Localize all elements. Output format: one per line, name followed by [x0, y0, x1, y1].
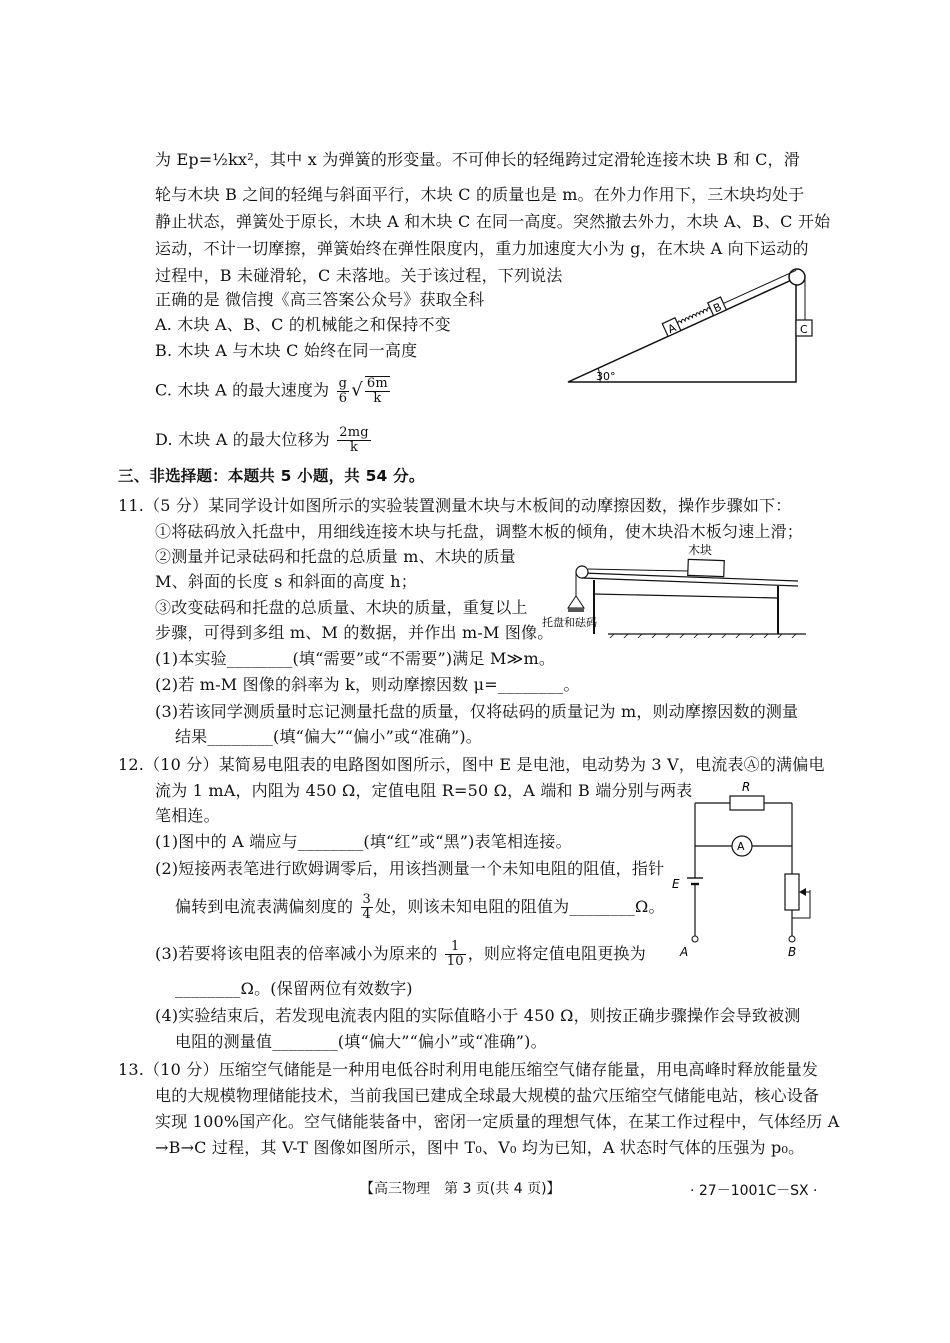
q13-line-3: 实现 100%国产化。空气储能装备中，密闭一定质量的理想气体，在某工作过程中，气体经历 A [155, 1112, 840, 1131]
q12-part-2b [175, 893, 665, 922]
angle-label: 30° [596, 370, 616, 383]
fraction-denominator: 4 [362, 907, 371, 922]
q10-option-b: B. 木块 A 与木块 C 始终在同一高度 [155, 341, 418, 360]
q12-part-3-tail: ，则应将定值电阻更换为 [467, 944, 646, 963]
q12-part-3b: ________Ω。(保留两位有效数字) [175, 979, 413, 998]
wood-block [688, 559, 725, 576]
q12-part-3-text: (3)若要将该电阻表的倍率减小为原来的 [155, 944, 438, 963]
q10-option-c-radicand [365, 376, 390, 406]
q12-line-2: 流为 1 mA，内阻为 450 Ω，定值电阻 R=50 Ω，A 端和 B 端分别与两表 [155, 781, 693, 800]
q10-line-5: 过程中，B 未碰滑轮，C 未落地。关于该过程，下列说法 [155, 266, 563, 285]
sqrt-icon: √ [351, 379, 363, 401]
q11-part-3b: 结果________(填“偏大”“偏小”或“准确”)。 [175, 727, 482, 746]
incline-diagram [560, 262, 820, 392]
spring-icon [677, 307, 711, 324]
block-label: 木块 [688, 543, 713, 557]
tray-icon [568, 596, 584, 608]
terminal-b [789, 936, 795, 942]
q13-line-4: →B→C 过程，其 V-T 图像如图所示，图中 T₀、V₀ 均为已知，A 状态时气体的压强为 p₀。 [155, 1138, 805, 1157]
q11-line-5: ③改变砝码和托盘的总质量、木块的质量，重复以上 [155, 598, 528, 617]
pulley-icon [576, 566, 588, 578]
battery-label: E [672, 877, 680, 891]
ohmmeter-circuit [660, 778, 830, 958]
section-heading: 三、非选择题：本题共 5 小题，共 54 分。 [118, 467, 425, 485]
tray-weights [568, 608, 584, 612]
radicand-denominator: k [373, 391, 382, 406]
q12-part-2b-tail: 处，则该未知电阻的阻值为________Ω。 [374, 897, 665, 916]
page-footer-title: 【高三物理 第 3 页(共 4 页)】 [360, 1181, 561, 1197]
fraction-numerator: g [338, 375, 348, 391]
block-a-label: A [665, 321, 679, 337]
fraction-denominator: k [349, 440, 359, 455]
q12-fraction-three-quarters [361, 893, 373, 922]
q11-line-6: 步骤，可得到多组 m、M 的数据，并作出 m-M 图像。 [155, 623, 554, 642]
terminal-a-label: A [680, 945, 689, 958]
q10-line-4: 运动，不计一切摩擦，弹簧始终在弹性限度内，重力加速度大小为 g，在木块 A 向下运动的 [155, 239, 809, 258]
q11-line-1: 11.（5 分）某同学设计如图所示的实验装置测量木块与木板间的动摩擦因数，操作步骤如下： [118, 496, 792, 515]
fraction-denominator: 10 [446, 954, 464, 969]
q12-part-4a: (4)实验结束后，若发现电流表内阻的实际值略小于 450 Ω，则按正确步骤操作会导致被测 [155, 1006, 801, 1025]
radicand-numerator: 6m [366, 376, 388, 391]
resistor-r-label: R [742, 780, 751, 794]
q12-fraction-one-tenth [445, 940, 466, 969]
q12-part-2b-text: 偏转到电流表满偏刻度的 [175, 897, 354, 916]
q10-line-6: 正确的是 微信搜《高三答案公众号》获取全科 [155, 290, 485, 309]
q11-line-4: M、斜面的长度 s 和斜面的高度 h； [155, 572, 417, 591]
q13-line-1: 13.（10 分）压缩空气储能是一种用电低谷时利用电能压缩空气储存能量，用电高峰时释放能量发 [118, 1060, 819, 1079]
q10-option-d-fraction [337, 426, 371, 455]
terminal-a [692, 936, 698, 942]
q12-part-1: (1)图中的 A 端应与________(填“红”或“黑”)表笔相连接。 [155, 832, 572, 851]
rheostat-icon [785, 874, 799, 910]
q12-line-1: 12.（10 分）某简易电阻表的电路图如图所示，图中 E 是电池，电动势为 3 V，电流表Ⓐ的满偏电 [118, 755, 825, 774]
q10-option-d-text: D. 木块 A 的最大位移为 [155, 430, 330, 449]
q10-line-3: 静止状态，弹簧处于原长，木块 A 和木块 C 在同一高度。突然撤去外力，木块 A、B、C 开始 [155, 212, 831, 231]
q11-part-2: (2)若 m-M 图像的斜率为 k，则动摩擦因数 μ=________。 [155, 675, 580, 694]
board-tray-diagram [538, 538, 808, 638]
q11-line-3: ②测量并记录砝码和托盘的总质量 m、木块的质量 [155, 547, 516, 566]
q12-part-3 [155, 940, 646, 969]
q12-line-3: 笔相连。 [155, 806, 220, 825]
fraction-numerator: 1 [445, 940, 466, 955]
q10-option-d [155, 426, 373, 455]
q11-part-3a: (3)若该同学测质量时忘记测量托盘的质量，仅将砝码的质量记为 m，则动摩擦因数的测量 [155, 702, 799, 721]
tray-label: 托盘和砝码 [542, 616, 597, 629]
q12-part-2a: (2)短接两表笔进行欧姆调零后，用该挡测量一个未知电阻的阻值，指针 [155, 859, 665, 878]
page-footer-code: · 27－1001C－SX · [690, 1183, 818, 1199]
q13-line-2: 电的大规模物理储能技术，当前我国已建成全球最大规模的盐穴压缩空气储能电站，核心设备 [155, 1086, 820, 1105]
q12-part-4b: 电阻的测量值________(填“偏大”“偏小”或“准确”)。 [175, 1032, 547, 1051]
resistor-r [730, 796, 764, 810]
q10-option-c-text: C. 木块 A 的最大速度为 [155, 380, 330, 400]
fraction-denominator: 6 [338, 390, 348, 406]
q10-option-c [155, 376, 392, 406]
fraction-numerator: 2mg [339, 425, 369, 440]
q10-line-1: 为 Ep=½kx²，其中 x 为弹簧的形变量。不可伸长的轻绳跨过定滑轮连接木块 B 和 C，滑 [155, 150, 800, 169]
ammeter-label: A [737, 840, 745, 853]
q11-part-1: (1)本实验________(填“需要”或“不需要”)满足 M≫m。 [155, 649, 556, 668]
q10-option-c-fraction [337, 377, 350, 406]
block-c-label: C [800, 323, 808, 336]
block-b-label: B [711, 300, 724, 316]
q10-line-2: 轮与木块 B 之间的轻绳与斜面平行，木块 C 的质量也是 m。在外力作用下，三木块均处于 [155, 185, 805, 204]
q11-line-2: ①将砝码放入托盘中，用细线连接木块与托盘，调整木板的倾角，使木块沿木板匀速上滑； [155, 522, 804, 541]
pulley-icon [789, 269, 805, 285]
terminal-b-label: B [788, 945, 797, 958]
fraction-numerator: 3 [362, 892, 371, 907]
q10-option-a: A. 木块 A、B、C 的机械能之和保持不变 [155, 315, 451, 334]
